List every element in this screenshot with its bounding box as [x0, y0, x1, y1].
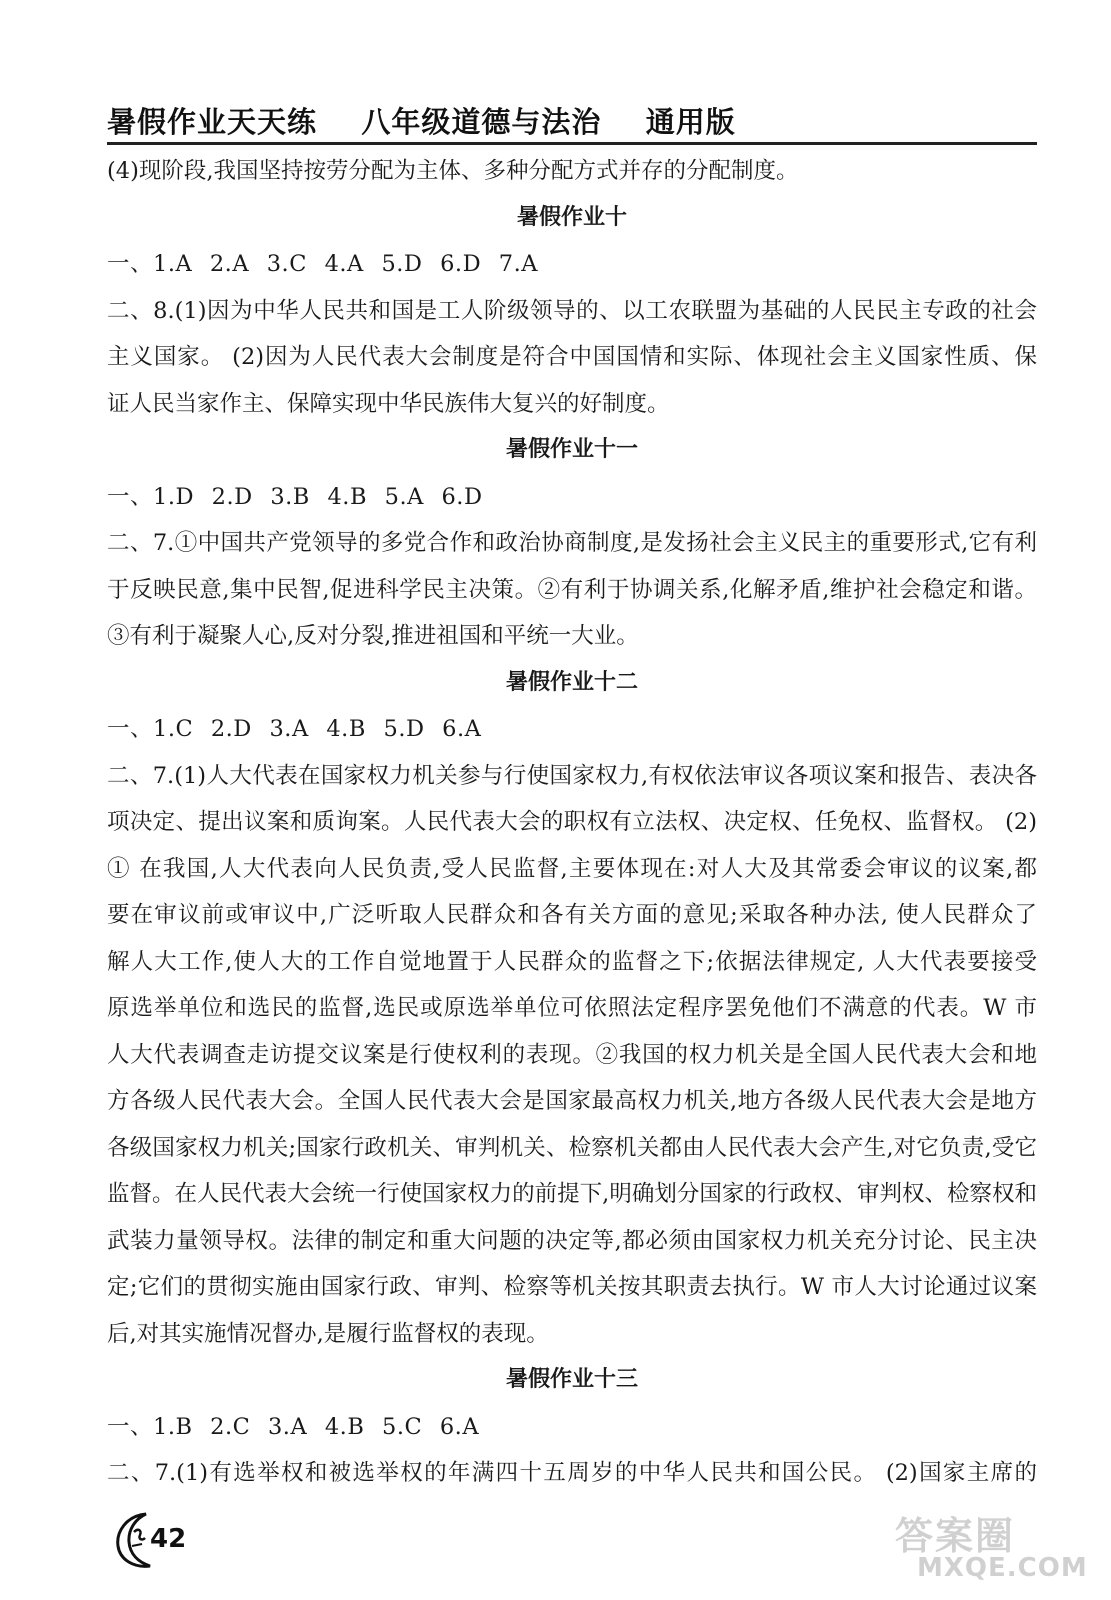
- text-line: 二、8.(1)因为中华人民共和国是工人阶级领导的、以工农联盟为基础的人民民主专政的社会: [107, 297, 1037, 324]
- text-line: 二、7.(1)有选举权和被选举权的年满四十五周岁的中华人民共和国公民。 (2)国家主席的: [107, 1460, 1037, 1486]
- watermark-url-text: MXQE.COM: [917, 1553, 1088, 1583]
- site-watermark: [895, 1505, 1100, 1595]
- text-line: (4)现阶段,我国坚持按劳分配为主体、多种分配方式并存的分配制度。: [107, 158, 799, 184]
- text-line: 证人民当家作主、保障实现中华民族伟大复兴的好制度。: [107, 390, 670, 417]
- watermark-logo-text: 答案圈: [895, 1514, 1016, 1558]
- section-continuation: [107, 148, 1037, 195]
- text-line: 项决定、提出议案和质询案。人民代表大会的职权有立法权、决定权、任免权、监督权。 (2): [107, 809, 1037, 835]
- text-line: 二、7.①中国共产党领导的多党合作和政治协商制度,是发扬社会主义民主的重要形式,它有利: [107, 530, 1037, 556]
- text-line: ③有利于凝聚人心,反对分裂,推进祖国和平统一大业。: [107, 623, 639, 649]
- choice-answers: 一、1.D 2.D 3.B 4.B 5.A 6.D: [107, 483, 483, 510]
- answer-content: [107, 148, 1037, 1497]
- text-line: 方各级人民代表大会。全国人民代表大会是国家最高权力机关,地方各级人民代表大会是地方: [107, 1088, 1037, 1114]
- text-line: 后,对其实施情况督办,是履行监督权的表现。: [107, 1320, 549, 1347]
- choice-answers: 一、1.C 2.D 3.A 4.B 5.D 6.A: [107, 716, 482, 742]
- section-assignment-11: [107, 427, 1037, 660]
- book-title: 暑假作业天天练 八年级道德与法治 通用版: [107, 105, 736, 139]
- section-assignment-10: [107, 195, 1037, 428]
- text-line: 定;它们的贯彻实施由国家行政、审判、检察等机关按其职责去执行。W 市人大讨论通过议案: [107, 1274, 1037, 1300]
- choice-answers: 一、1.A 2.A 3.C 4.A 5.D 6.D 7.A: [107, 251, 538, 277]
- section-assignment-12: [107, 660, 1037, 1358]
- text-line: 要在审议前或审议中,广泛听取人民群众和各有关方面的意见;采取各种办法, 使人民群众了: [107, 902, 1037, 928]
- text-line: 于反映民意,集中民智,促进科学民主决策。②有利于协调关系,化解矛盾,维护社会稳定和谐。: [107, 576, 1037, 603]
- choice-answers: 一、1.B 2.C 3.A 4.B 5.C 6.A: [107, 1413, 480, 1440]
- text-line: 人大代表调查走访提交议案是行使权利的表现。②我国的权力机关是全国人民代表大会和地: [107, 1041, 1037, 1068]
- text-line: 各级国家权力机关;国家行政机关、审判机关、检察机关都由人民代表大会产生,对它负责,受它: [107, 1134, 1037, 1161]
- section-heading: 暑假作业十二: [505, 669, 638, 695]
- page-header: [107, 100, 1037, 144]
- text-line: 解人大工作,使人大的工作自觉地置于人民群众的监督之下;依据法律规定, 人大代表要接受: [107, 948, 1037, 975]
- page-footer: [112, 1510, 222, 1570]
- text-line: 主义国家。 (2)因为人民代表大会制度是符合中国国情和实际、体现社会主义国家性质、保: [107, 344, 1037, 370]
- section-heading: 暑假作业十三: [505, 1367, 638, 1392]
- section-heading: 暑假作业十: [516, 204, 627, 230]
- page-number: 42: [150, 1524, 187, 1554]
- section-assignment-13: [107, 1357, 1037, 1497]
- text-line: 监督。在人民代表大会统一行使国家权力的前提下,明确划分国家的行政权、审判权、检察权和: [107, 1181, 1037, 1207]
- text-line: 武装力量领导权。法律的制定和重大问题的决定等,都必须由国家权力机关充分讨论、民主决: [107, 1227, 1037, 1254]
- text-line: ① 在我国,人大代表向人民负责,受人民监督,主要体现在:对人大及其常委会审议的议案,都: [107, 855, 1037, 882]
- text-line: 二、7.(1)人大代表在国家权力机关参与行使国家权力,有权依法审议各项议案和报告、表决各: [107, 762, 1037, 789]
- section-heading: 暑假作业十一: [505, 437, 638, 462]
- text-line: 原选举单位和选民的监督,选民或原选举单位可依照法定程序罢免他们不满意的代表。W 市: [107, 995, 1037, 1021]
- header-divider: [107, 142, 1037, 145]
